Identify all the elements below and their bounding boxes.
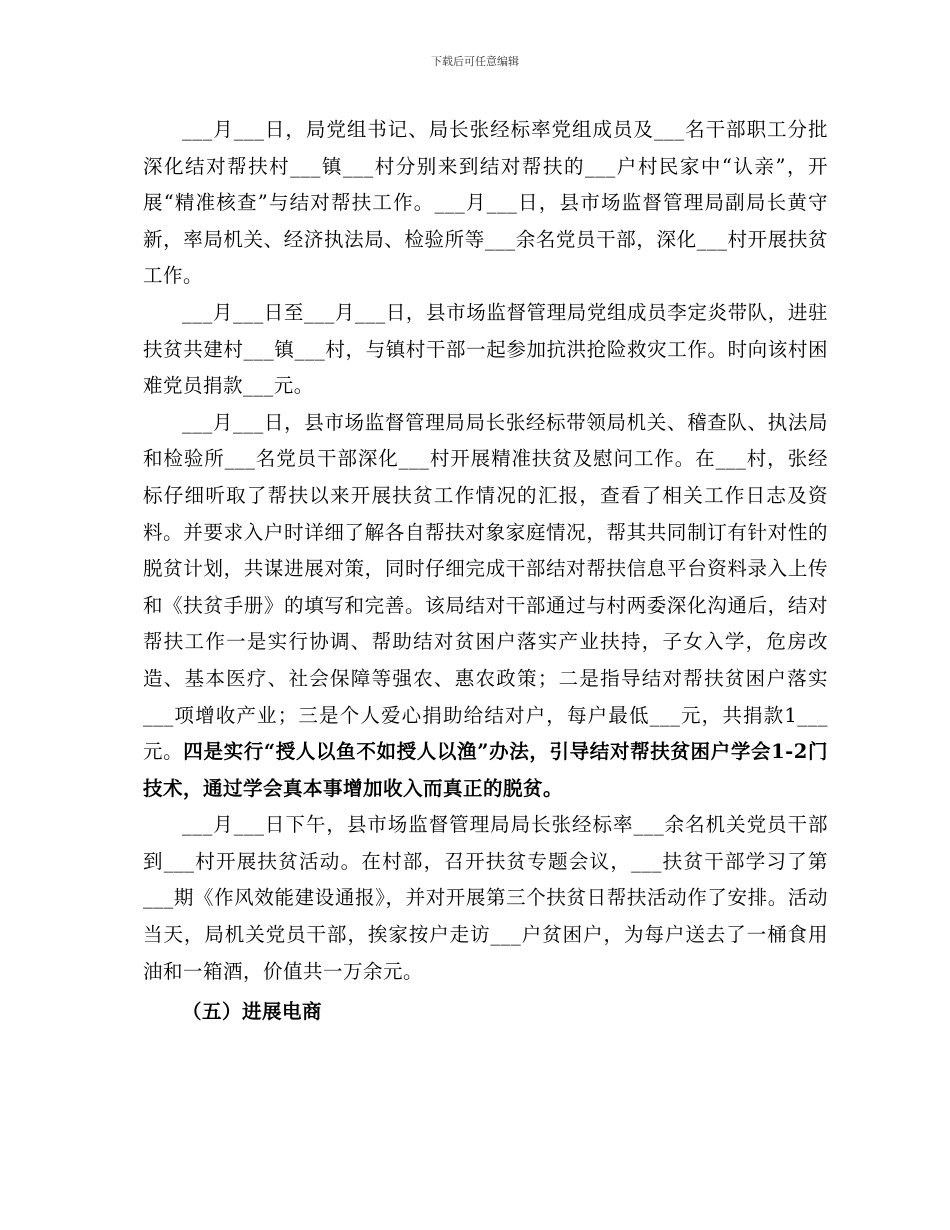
section-heading: （五）进展电商 xyxy=(182,1000,323,1024)
paragraph-3-text: ___月___日，县市场监督管理局局长张经标带领局机关、稽查队、执法局和检验所___名党员干部深化___村开展精准扶贫及慰问工作。在___村，张经标仔细听取了帮扶以来开展扶贫工作情况的汇报，查看了相关工作日志及资料。并要求入户时详细了解各自帮扶对象家庭情况，帮其共同制订有针对性的脱贫计划，共谋进展对策，同时仔细完成干部结对帮扶信息平台资料录入上传和《扶贫手册》的填写和完善。该局结对干部通过与村两委深化沟通后，结对帮扶工作一是实行协调、帮助结对贫困户落实产业扶持，子女入学，危房改造、基本医疗、社会保障等强农、惠农政策；二是指导结对帮扶贫困户落实___项增收产业；三是个人爱心捐助给结对户，每户最低___元，共捐款1___元。 xyxy=(143,410,828,764)
paragraph-3-bold-text: 四是实行“授人以鱼不如授人以渔”办法，引导结对帮扶贫困户学会1-2门技术，通过学会真本事增加收入而真正的脱贫。 xyxy=(143,740,828,800)
paragraph-4: ___月___日下午，县市场监督管理局局长张经标率___余名机关党员干部到___村开展扶贫活动。在村部，召开扶贫专题会议，___扶贫干部学习了第___期《作风效能建设通报》，并对开展第三个扶贫日帮扶活动作了安排。活动当天，局机关党员干部，挨家按户走访___户贫困户，为每户送去了一桶食用油和一箱酒，价值共一万余元。 xyxy=(143,813,828,983)
paragraph-2: ___月___日至___月___日，县市场监督管理局党组成员李定炎带队，进驻扶贫共建村___镇___村，与镇村干部一起参加抗洪抢险救灾工作。时向该村困难党员捐款___元。 xyxy=(143,300,828,398)
paragraph-1: ___月___日，局党组书记、局长张经标率党组成员及___名干部职工分批深化结对帮扶村___镇___村分别来到结对帮扶的___户村民家中“认亲”，开展“精准核查”与结对帮扶工作。___月___日，县市场监督管理局副局长黄守新，率局机关、经济执法局、检验所等___余名党员干部，深化___村开展扶贫工作。 xyxy=(143,118,828,288)
document-body xyxy=(143,112,828,1031)
paragraph-3 xyxy=(143,405,828,808)
page-header-note: 下载后可任意编辑 xyxy=(431,55,519,68)
